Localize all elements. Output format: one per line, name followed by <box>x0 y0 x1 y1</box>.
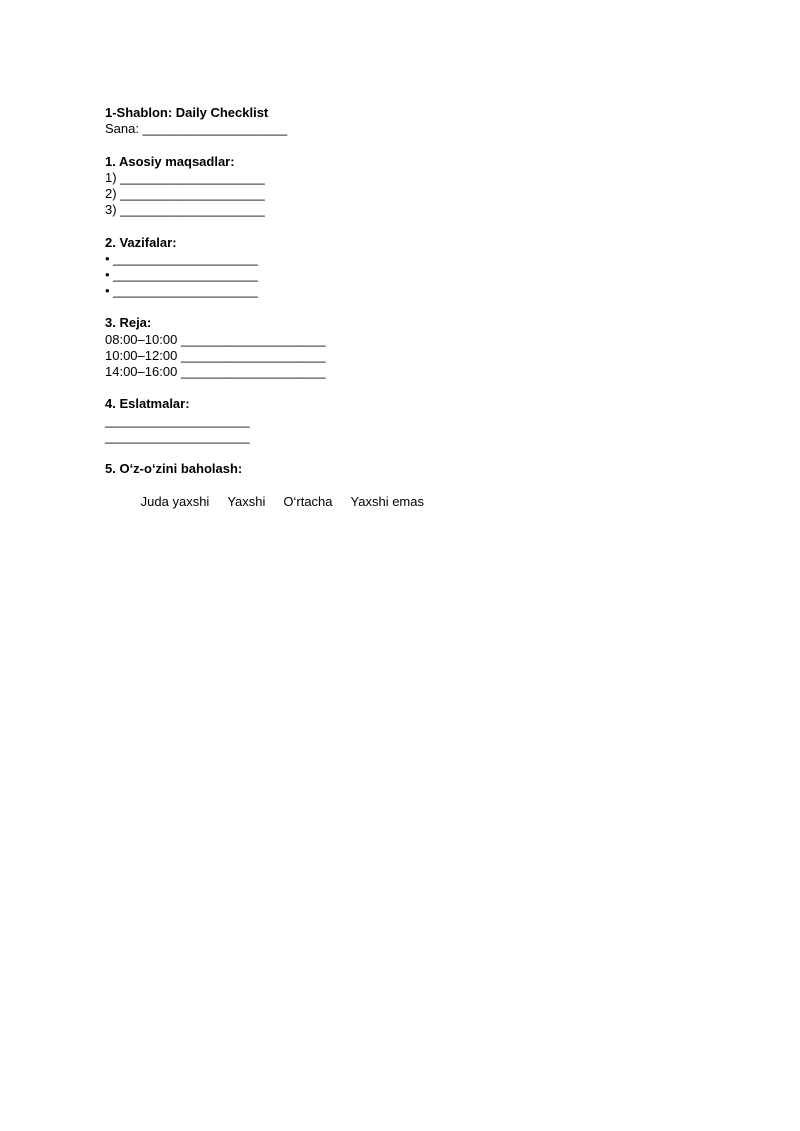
plan-item-3[interactable]: 14:00–16:00 ____________________ <box>105 364 326 379</box>
goal-item-1[interactable]: 1) ____________________ <box>105 169 265 185</box>
notes-section <box>105 396 705 445</box>
task-item-1[interactable]: • ____________________ <box>105 250 258 266</box>
plan-section <box>105 315 705 380</box>
date-field[interactable]: Sana: ____________________ <box>105 121 288 137</box>
rating-option-not-good[interactable]: Yaxshi emas <box>350 493 424 509</box>
self-assessment-section <box>105 461 705 509</box>
spacer <box>105 137 705 153</box>
note-line-1[interactable]: ____________________ <box>105 412 250 428</box>
task-item-2[interactable]: • ____________________ <box>105 266 258 282</box>
goal-item-3[interactable]: 3) ____________________ <box>105 202 265 218</box>
spacer <box>105 445 705 461</box>
self-assessment-heading: 5. O‘z-o‘zini baholash: <box>105 461 243 477</box>
plan-item-1[interactable]: 08:00–10:00 ____________________ <box>105 331 326 347</box>
task-item-3[interactable]: • ____________________ <box>105 283 258 299</box>
rating-option-very-good[interactable]: Juda yaxshi <box>140 493 210 509</box>
note-line-2[interactable]: ____________________ <box>105 428 250 444</box>
plan-heading: 3. Reja: <box>105 315 152 331</box>
notes-heading: 4. Eslatmalar: <box>105 396 190 412</box>
tasks-heading: 2. Vazifalar: <box>105 234 177 250</box>
document-page <box>105 105 705 509</box>
goals-heading: 1. Asosiy maqsadlar: <box>105 153 235 169</box>
spacer <box>105 299 705 315</box>
goals-section <box>105 154 705 219</box>
spacer <box>105 380 705 396</box>
rating-option-average[interactable]: O‘rtacha <box>283 493 333 509</box>
plan-item-2[interactable]: 10:00–12:00 ____________________ <box>105 347 326 363</box>
spacer <box>105 218 705 234</box>
goal-item-2[interactable]: 2) ____________________ <box>105 185 265 201</box>
rating-options <box>105 477 705 509</box>
rating-option-good[interactable]: Yaxshi <box>227 493 266 509</box>
document-title: 1-Shablon: Daily Checklist <box>105 105 269 120</box>
tasks-section <box>105 235 705 300</box>
